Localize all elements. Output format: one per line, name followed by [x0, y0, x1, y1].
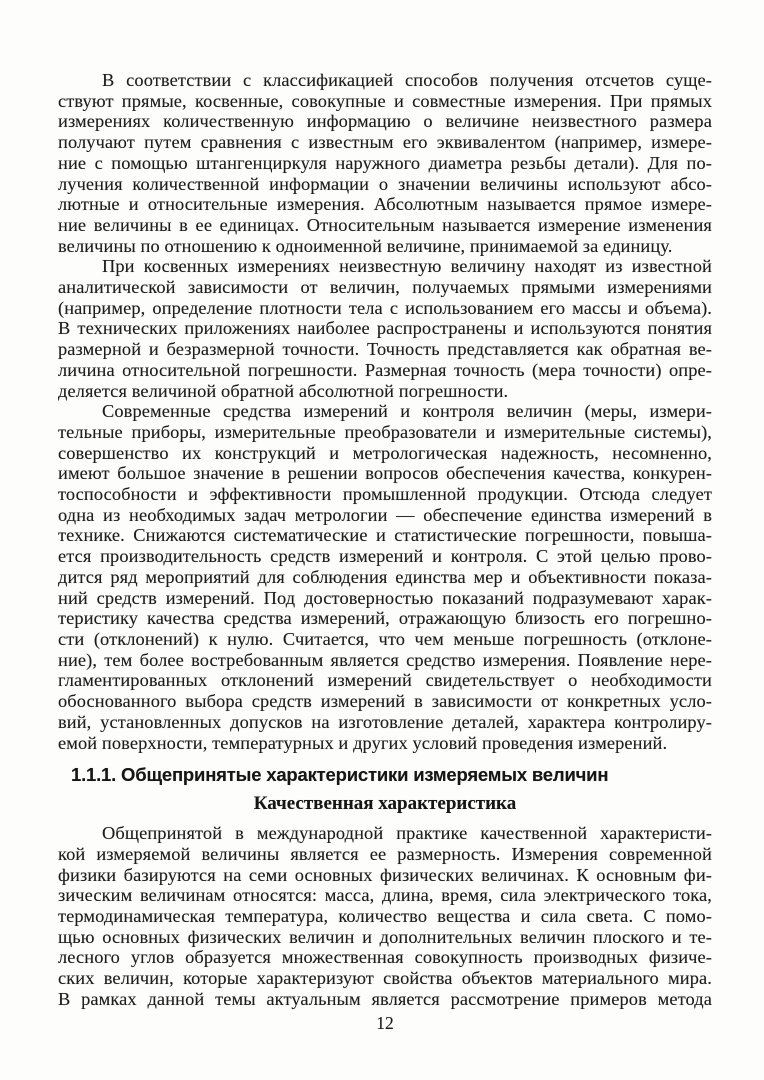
text-line: ствуют прямые, косвенные, совокупные и совместные измерения. При прямых	[58, 90, 712, 111]
text-line: Общепринятой в международной практике качественной характеристи-	[102, 823, 712, 844]
text-line: ний средств измерений. Под достоверностью показаний подразумевают харак-	[58, 587, 712, 608]
text-line: имеют большое значение в решении вопросов обеспечения качества, конкурен-	[58, 463, 712, 484]
text-line: одна из необходимых задач метрологии — обеспечение единства измерений в	[58, 504, 712, 525]
subheading: Качественная характеристика	[253, 793, 517, 815]
text-line: кой измеряемой величины является ее размерность. Измерения современной	[58, 843, 712, 864]
text-line: лютные и относительные измерения. Абсолютным называется прямое измере-	[58, 194, 712, 215]
text-line: ние), тем более востребованным является средство измерения. Появление нере-	[58, 649, 712, 670]
text-line: емой поверхности, температурных и других условий проведения измерений.	[58, 732, 668, 753]
text-line: тоспособности и эффективности промышленной продукции. Отсюда следует	[58, 484, 712, 505]
text-line: физики базируются на семи основных физических величинах. К основным фи-	[58, 864, 712, 885]
text-line: совершенство их конструкций и метрологическая надежность, несомненно,	[58, 442, 712, 463]
text-column	[58, 70, 712, 1010]
text-line: В рамках данной темы актуальным является рассмотрение примеров метода	[58, 988, 712, 1009]
section-heading: 1.1.1. Общепринятые характеристики измеряемых величин	[71, 764, 609, 786]
text-line: В технических приложениях наиболее распространены и используются понятия	[58, 318, 712, 339]
paragraphs-after-heading	[58, 823, 712, 1009]
paragraph	[58, 823, 712, 1009]
text-line: В соответствии с классификацией способов получения отсчетов суще-	[102, 70, 712, 90]
paragraph	[58, 70, 712, 256]
text-line: технике. Снижаются систематические и статистические погрешности, повыша-	[58, 525, 712, 546]
text-line: измерениях количественную информацию о величине неизвестного размера	[58, 111, 712, 132]
text-line: личина относительной погрешности. Размерная точность (мера точности) опре-	[58, 359, 712, 380]
text-line: дится ряд мероприятий для соблюдения единства мер и объективности показа-	[58, 566, 712, 587]
text-line: ние с помощью штангенциркуля наружного диаметра резьбы детали). Для по-	[58, 152, 712, 173]
paragraph	[58, 256, 712, 401]
text-line: размерной и безразмерной точности. Точность представляется как обратная ве-	[58, 339, 712, 360]
text-line: аналитической зависимости от величин, получаемых прямыми измерениями	[58, 277, 712, 298]
text-line: обоснованного выбора средств измерений в зависимости от конкретных усло-	[58, 691, 712, 712]
text-line: ских величин, которые характеризуют свойства объектов материального мира.	[58, 968, 712, 989]
paragraph	[58, 401, 712, 753]
text-line: (например, определение плотности тела с использованием его массы и объема).	[58, 297, 712, 318]
text-line: сти (отклонений) к нулю. Считается, что чем меньше погрешность (отклоне-	[58, 628, 712, 649]
text-line: ние величины в ее единицах. Относительным называется измерение изменения	[58, 214, 712, 235]
text-line: деляется величиной обратной абсолютной погрешности.	[58, 380, 509, 401]
text-line: лучения количественной информации о значении величины используют абсо-	[58, 173, 712, 194]
text-line: термодинамическая температура, количество вещества и сила света. С помо-	[58, 906, 712, 927]
text-line: вий, установленных допусков на изготовление деталей, характера контролиру-	[58, 711, 712, 732]
text-line: гламентированных отклонений измерений свидетельствует о необходимости	[58, 670, 712, 691]
text-line: теристику качества средства измерений, отражающую близость его погрешно-	[58, 608, 712, 629]
text-line: величины по отношению к одноименной величине, принимаемой за единицу.	[58, 235, 673, 256]
text-line: зическим величинам относятся: масса, длина, время, сила электрического тока,	[58, 885, 712, 906]
paragraphs-before-heading	[58, 70, 712, 753]
text-line: щью основных физических величин и дополнительных величин плоского и те-	[58, 926, 712, 947]
text-line: При косвенных измерениях неизвестную величину находят из известной	[102, 256, 712, 277]
text-line: лесного углов образуется множественная совокупность производных физиче-	[58, 947, 712, 968]
text-line: получают путем сравнения с известным его эквивалентом (например, измере-	[58, 132, 712, 153]
text-line: Современные средства измерений и контроля величин (меры, измери-	[102, 401, 712, 422]
text-line: тельные приборы, измерительные преобразователи и измерительные системы),	[58, 421, 712, 442]
text-line: ется производительность средств измерений и контроля. С этой целью прово-	[58, 546, 712, 567]
page-number: 12	[376, 1013, 394, 1033]
